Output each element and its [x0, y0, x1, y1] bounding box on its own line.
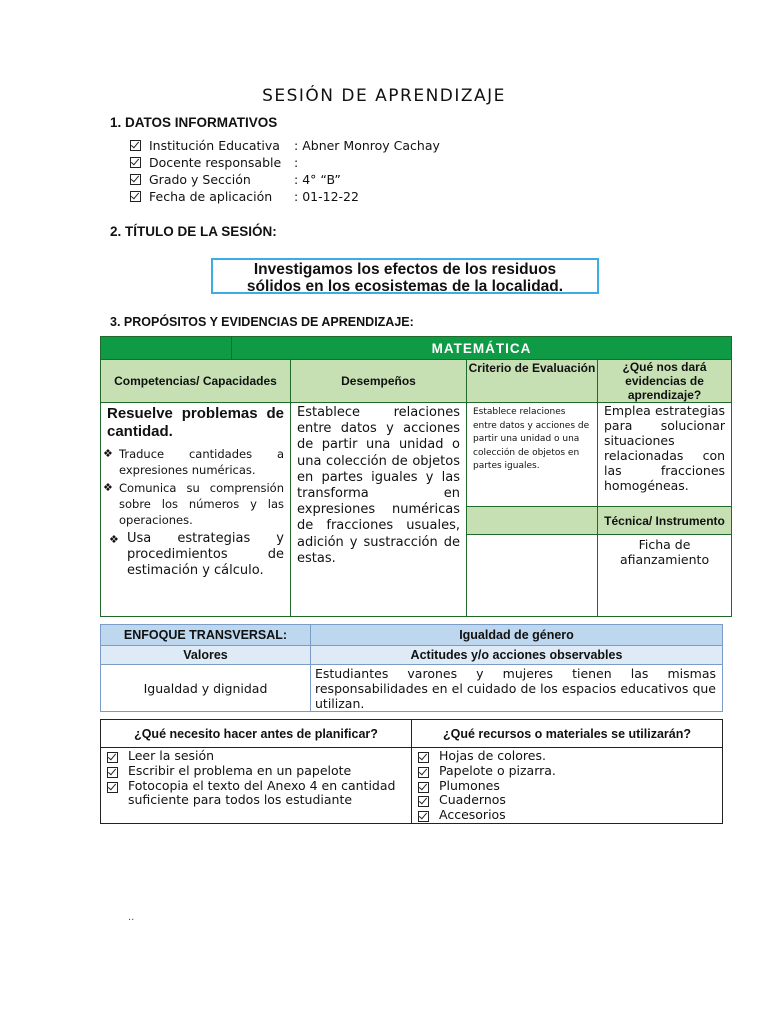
header-tecnica: Técnica/ Instrumento	[598, 507, 732, 535]
info-row-grado	[130, 171, 341, 187]
planning-table	[100, 719, 723, 824]
evidencia-cell	[598, 403, 732, 507]
list-item: Cuadernos	[412, 793, 722, 808]
competencia-title: Resuelve problemas de cantidad.	[107, 405, 284, 440]
capacidad-item	[101, 531, 290, 579]
list-item: Escribir el problema en un papelote	[101, 764, 411, 779]
valores-header: Valores	[101, 646, 311, 665]
footer-mark: ..	[128, 912, 135, 923]
area-header-left	[101, 337, 232, 360]
info-label: Fecha de aplicación	[149, 188, 273, 204]
header-evidencias: ¿Qué nos dará evidencias de aprendizaje?	[598, 360, 732, 403]
criterio-empty	[467, 535, 598, 617]
capacidad-text: Usa estrategias y procedimientos de estimación y cálculo.	[127, 531, 284, 578]
info-row-institucion	[130, 137, 440, 153]
capacidad-text: Comunica su comprensión sobre los números y las operaciones.	[119, 481, 284, 527]
criterio-text: Establece relaciones entre datos y acciones de partir una unidad o una colección de objetos en partes iguales.	[473, 407, 590, 471]
list-item: Papelote o pizarra.	[412, 764, 722, 779]
checkbox-icon	[107, 782, 118, 793]
session-title-line-2: sólidos en los ecosistemas de la localidad.	[246, 278, 564, 295]
info-row-fecha	[130, 188, 359, 204]
list-item: Plumones	[412, 779, 722, 794]
list-item: Hojas de colores.	[412, 749, 722, 764]
diamond-bullet-icon: ❖	[103, 447, 113, 460]
info-label: Docente responsable	[149, 154, 282, 170]
checkbox-icon	[130, 174, 141, 185]
header-desempenos: Desempeños	[291, 360, 467, 403]
section-2-heading: 2. TÍTULO DE LA SESIÓN:	[110, 224, 277, 239]
info-row-docente	[130, 154, 302, 170]
header-criterio: Criterio de Evaluación	[467, 360, 598, 403]
diamond-bullet-icon: ❖	[109, 533, 119, 546]
checkbox-icon	[107, 752, 118, 763]
desempeno-text: Establece relaciones entre datos y acciones de partir una unidad o una colección de objetos en partes iguales y las transforma en expresiones numéricas de fracciones usuales, adición y sustracción de estas.	[297, 405, 460, 566]
criterio-spacer	[467, 507, 598, 535]
session-title-box	[211, 258, 599, 294]
info-label: Grado y Sección	[149, 171, 251, 187]
session-title-line-1: Investigamos los efectos de los residuos	[253, 261, 557, 278]
enfoque-label: ENFOQUE TRANSVERSAL:	[101, 625, 311, 646]
checkbox-icon	[130, 191, 141, 202]
checkbox-icon	[418, 796, 429, 807]
evidencia-text: Emplea estrategias para solucionar situaciones relacionadas con las fracciones homogéneas.	[604, 403, 726, 493]
checkbox-icon	[418, 767, 429, 778]
area-header: MATEMÁTICA	[232, 337, 732, 360]
info-label: Institución Educativa	[149, 137, 280, 153]
info-value: 01-12-22	[302, 188, 359, 204]
header-competencias: Competencias/ Capacidades	[101, 360, 291, 403]
before-header: ¿Qué necesito hacer antes de planificar?	[101, 720, 412, 748]
before-list	[101, 748, 412, 824]
enfoque-table	[100, 624, 723, 712]
desempeno-cell	[291, 403, 467, 617]
info-sep: :	[294, 154, 299, 170]
info-sep: :	[294, 171, 299, 187]
resources-header: ¿Qué recursos o materiales se utilizarán?	[412, 720, 723, 748]
info-sep: :	[294, 188, 299, 204]
valor-cell: Igualdad y dignidad	[101, 665, 311, 712]
list-item: Accesorios	[412, 808, 722, 823]
diamond-bullet-icon: ❖	[103, 481, 113, 494]
page-title: SESIÓN DE APRENDIZAJE	[262, 86, 506, 106]
list-item: Leer la sesión	[101, 749, 411, 764]
actitud-cell: Estudiantes varones y mujeres tienen las mismas responsabilidades en el cuidado de los espacios educativos que utilizan.	[311, 665, 723, 712]
capacidad-item	[101, 446, 290, 478]
competencias-cell	[101, 403, 291, 617]
info-value: Abner Monroy Cachay	[302, 137, 440, 153]
instrumento-text: Ficha de afianzamiento	[619, 537, 710, 567]
actitudes-header: Actitudes y/o acciones observables	[311, 646, 723, 665]
capacidad-item	[101, 480, 290, 528]
section-3-heading: 3. PROPÓSITOS Y EVIDENCIAS DE APRENDIZAJE:	[110, 315, 414, 329]
section-1-heading: 1. DATOS INFORMATIVOS	[110, 115, 278, 130]
checkbox-icon	[130, 140, 141, 151]
checkbox-icon	[418, 811, 429, 822]
checkbox-icon	[418, 782, 429, 793]
checkbox-icon	[130, 157, 141, 168]
criterio-cell	[467, 403, 598, 507]
list-item: Fotocopia el texto del Anexo 4 en cantidad suficiente para todos los estudiante	[101, 779, 411, 809]
info-value: 4° “B”	[302, 171, 341, 187]
capacidad-text: Traduce cantidades a expresiones numéricas.	[119, 447, 284, 477]
enfoque-name: Igualdad de género	[311, 625, 723, 646]
purposes-table	[100, 336, 732, 617]
checkbox-icon	[418, 752, 429, 763]
checkbox-icon	[107, 767, 118, 778]
info-sep: :	[294, 137, 299, 153]
instrumento-cell	[598, 535, 732, 617]
resources-list	[412, 748, 723, 824]
